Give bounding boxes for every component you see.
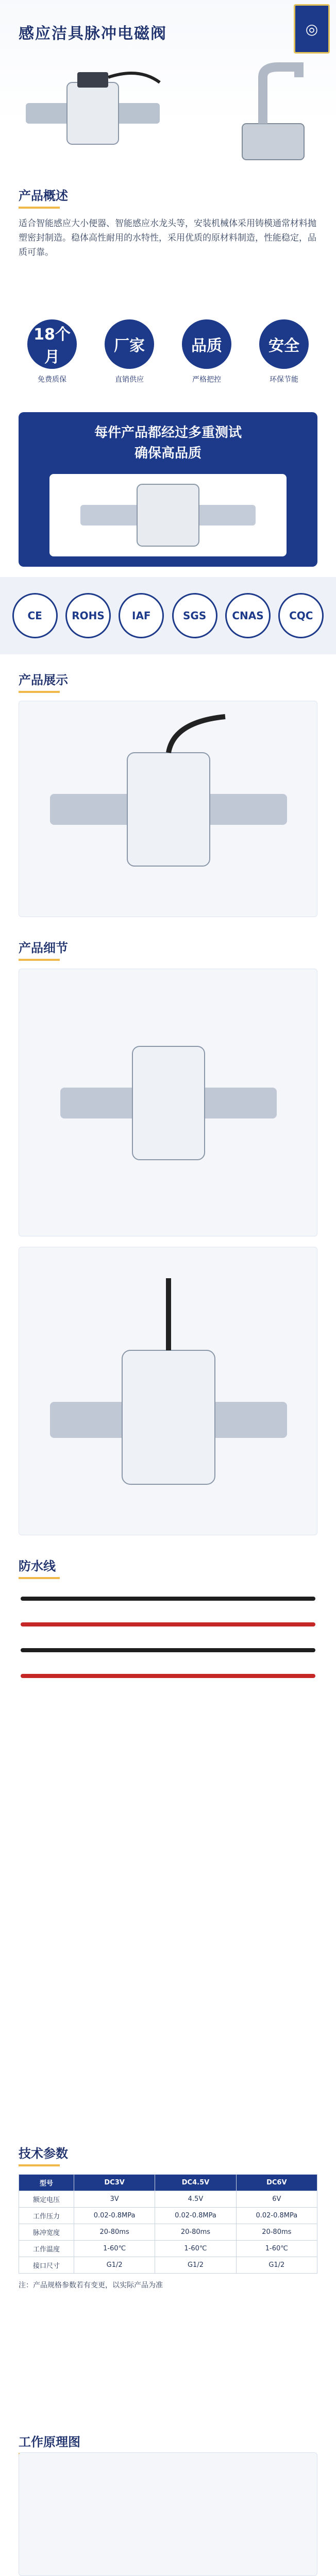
overview-description: 适合智能感应大小便器、智能感应水龙头等，安装机械体采用铸模通常材料抛塑密封制造。稳体高性耐用的水特性，采用优质的原材料制造，性能稳定，品质可靠。 — [19, 218, 316, 258]
specs-note: 注：产品规格参数若有变更，以实际产品为准 — [19, 2281, 163, 2290]
valve-side-image — [19, 969, 318, 1237]
quality-banner — [19, 412, 317, 567]
feature-label: 免费质保 — [38, 376, 66, 384]
warranty-icon: 18个月 — [27, 319, 77, 369]
principle-section — [19, 2432, 317, 2576]
spec-header: DC4.5V — [155, 2175, 236, 2191]
product-display-image — [19, 701, 317, 917]
waterproof-heading: 防水线 — [19, 1556, 60, 1579]
spec-row: 工作压力 0.02-0.8MPa 0.02-0.8MPa 0.02-0.8MPa — [19, 2208, 317, 2224]
iaf-cert-icon: IAF — [119, 593, 164, 638]
brand-mark-icon: ◎ — [305, 20, 318, 38]
sensor-faucet-image — [227, 57, 320, 170]
specs-table — [19, 2174, 317, 2291]
spec-row: 工作温度 1-60℃ 1-60℃ 1-60℃ — [19, 2241, 317, 2257]
valve-closeup-image — [49, 474, 287, 556]
cable-black-2 — [21, 1643, 315, 1657]
product-detail-image-1 — [19, 969, 317, 1236]
banner-line-1: 每件产品都经过多重测试 — [94, 425, 242, 440]
specs-heading: 技术参数 — [19, 2143, 68, 2166]
feature-label: 环保节能 — [270, 376, 298, 384]
sgs-cert-icon: SGS — [172, 593, 217, 638]
rohs-cert-icon: ROHS — [65, 593, 111, 638]
spec-header: 型号 — [19, 2175, 74, 2191]
certifications-row — [0, 577, 336, 654]
valve-cable-image — [19, 1247, 318, 1536]
spec-header: DC3V — [74, 2175, 155, 2191]
principle-heading: 工作原理图 — [19, 2432, 80, 2455]
brand-logo — [294, 4, 330, 54]
cqc-cert-icon: CQC — [278, 593, 324, 638]
hero-section — [0, 0, 336, 175]
feature-safety — [250, 319, 317, 397]
product-display-heading: 产品展示 — [19, 670, 68, 693]
feature-label: 直销供应 — [115, 376, 144, 384]
cable-red — [21, 1618, 315, 1631]
banner-text — [29, 422, 307, 464]
factory-icon: 厂家 — [105, 319, 154, 369]
solenoid-valve-image — [15, 62, 170, 165]
hero-title: 感应洁具脉冲电磁阀 — [19, 25, 167, 43]
feature-label: 严格把控 — [192, 376, 221, 384]
product-detail-heading: 产品细节 — [19, 938, 68, 961]
quality-icon: 品质 — [182, 319, 231, 369]
feature-factory — [96, 319, 163, 397]
overview-heading: 产品概述 — [19, 185, 68, 209]
ce-cert-icon: CE — [12, 593, 58, 638]
spec-row: 脉冲宽度 20-80ms 20-80ms 20-80ms — [19, 2224, 317, 2241]
cable-red-2 — [21, 1669, 315, 1683]
feature-icons — [19, 319, 317, 397]
spec-header: DC6V — [236, 2175, 317, 2191]
spec-row: 额定电压 3V 4.5V 6V — [19, 2191, 317, 2208]
spec-row: 接口尺寸 G1/2 G1/2 G1/2 — [19, 2257, 317, 2274]
principle-diagram — [19, 2452, 317, 2576]
cable-black — [21, 1592, 315, 1605]
cnas-cert-icon: CNAS — [225, 593, 271, 638]
safety-icon: 安全 — [259, 319, 309, 369]
product-detail-image-2 — [19, 1247, 317, 1535]
feature-quality — [173, 319, 240, 397]
feature-warranty — [19, 319, 86, 397]
valve-product-image — [19, 701, 318, 918]
banner-line-2: 确保高品质 — [134, 446, 201, 461]
